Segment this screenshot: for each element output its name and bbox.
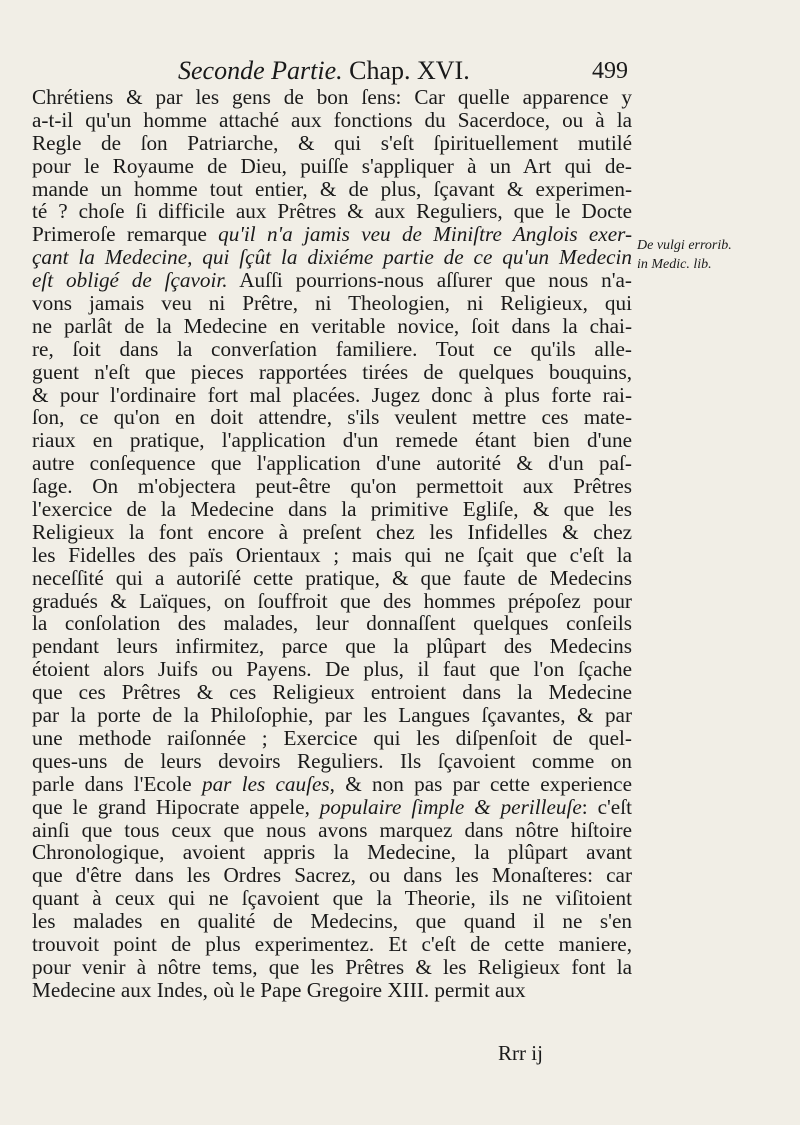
text-segment: la conſolation des malades, leur donnaſſent quelques conſeils — [32, 611, 632, 636]
text-line — [32, 910, 632, 933]
text-segment: neceſſité qui a autoriſé cette pratique, & que faute de Medecins — [32, 565, 632, 590]
text-line — [32, 521, 632, 544]
text-segment: Regle de ſon Patriarche, & qui s'eſt ſpirituellement mutilé — [32, 130, 632, 155]
text-line — [32, 200, 632, 223]
text-segment: quant à ceux qui ne ſçavoient que la Theorie, ils ne viſitoient — [32, 886, 632, 911]
text-line — [32, 109, 632, 132]
running-title — [178, 56, 470, 86]
chapter-title: Chap. XVI. — [349, 56, 470, 85]
text-line — [32, 223, 632, 246]
part-title: Seconde Partie. — [178, 56, 343, 85]
text-segment: mande un homme tout entier, & de plus, ſçavant & experimen- — [32, 176, 632, 201]
text-line — [32, 612, 632, 635]
text-line — [32, 269, 632, 292]
text-segment: gradués & Laïques, on ſouffroit que des hommes prépoſez pour — [32, 588, 632, 613]
text-line — [32, 841, 632, 864]
page-number: 499 — [592, 58, 628, 84]
text-line — [32, 635, 632, 658]
italic-text: eſt obligé de ſçavoir. — [32, 268, 228, 293]
text-segment: Auſſi pourrions-nous aſſurer que nous n'a- — [227, 268, 632, 293]
text-segment: ques-uns de leurs devoirs Reguliers. Ils ſçavoient comme on — [32, 748, 632, 773]
italic-text: çant la Medecine, qui ſçût la dixiéme partie de ce qu'un Medecin — [32, 245, 632, 270]
margin-note-line: De vulgi errorib. — [637, 238, 732, 253]
margin-note-line: in Medic. lib. — [637, 257, 712, 272]
text-segment: vons jamais veu ni Prêtre, ni Theologien, ni Religieux, qui — [32, 291, 632, 316]
text-line — [32, 704, 632, 727]
text-line — [32, 292, 632, 315]
text-line — [32, 452, 632, 475]
italic-text: qu'il n'a jamis veu de Miniſtre Anglois exer- — [218, 222, 632, 247]
text-line — [32, 246, 632, 269]
text-line — [32, 406, 632, 429]
text-line — [32, 155, 632, 178]
text-segment: l'exercice de la Medecine dans la primitive Egliſe, & que les — [32, 497, 632, 522]
text-segment: les malades en qualité de Medecins, que quand il ne s'en — [32, 909, 632, 934]
text-line — [32, 544, 632, 567]
text-segment: ſon, ce qu'on en doit attendre, s'ils veulent mettre ces mate- — [32, 405, 632, 430]
text-line — [32, 590, 632, 613]
text-line — [32, 178, 632, 201]
text-line — [32, 567, 632, 590]
text-line — [32, 338, 632, 361]
text-segment: par la porte de la Philoſophie, par les Langues ſçavantes, & par — [32, 703, 632, 728]
text-segment: riaux en pratique, l'application d'un remede étant bien d'une — [32, 428, 632, 453]
text-line — [32, 864, 632, 887]
text-segment: ne parlât de la Medecine en veritable novice, ſoit dans la chai- — [32, 313, 632, 338]
text-line — [32, 315, 632, 338]
signature-catchword: Rrr ij — [498, 1041, 543, 1065]
running-header — [178, 52, 628, 86]
text-segment: té ? choſe ſi difficile aux Prêtres & aux Reguliers, que le Docte — [32, 199, 632, 224]
text-segment: pour le Royaume de Dieu, puiſſe s'appliquer à un Art qui de- — [32, 153, 632, 178]
text-line — [32, 361, 632, 384]
text-line — [32, 658, 632, 681]
text-segment: Chronologique, avoient appris la Medecine, la plûpart avant — [32, 840, 632, 865]
text-segment: , & non pas par cette experience — [329, 771, 632, 796]
text-segment: que le grand Hipocrate appele, — [32, 794, 320, 819]
text-line — [32, 384, 632, 407]
text-segment: re, ſoit dans la converſation familiere. Tout ce qu'ils alle- — [32, 336, 632, 361]
text-segment: autre conſequence que l'application d'une autorité & d'un paſ- — [32, 451, 632, 476]
text-segment: Religieux la font encore à preſent chez les Infidelles & chez — [32, 519, 632, 544]
text-line — [32, 887, 632, 910]
text-line — [32, 132, 632, 155]
italic-text: populaire ſimple & perilleuſe — [319, 794, 582, 819]
text-line — [32, 773, 632, 796]
text-line — [32, 979, 632, 1002]
text-segment: les Fidelles des païs Orientaux ; mais qui ne ſçait que c'eſt la — [32, 542, 632, 567]
text-line — [32, 429, 632, 452]
text-segment: : c'eſt — [581, 794, 632, 819]
margin-note — [637, 236, 787, 274]
text-line — [32, 727, 632, 750]
text-segment: une methode raiſonnée ; Exercice qui les diſpenſoit de quel- — [32, 725, 632, 750]
text-segment: guent n'eſt que pieces rapportées tirées de quelques bouquins, — [32, 359, 632, 384]
text-line — [32, 681, 632, 704]
text-segment: pendant leurs infirmitez, parce que la plûpart des Medecins — [32, 634, 632, 659]
text-segment: a-t-il qu'un homme attaché aux fonctions du Sacerdoce, ou à la — [32, 107, 632, 132]
main-text — [32, 86, 632, 1002]
text-line — [32, 796, 632, 819]
text-line — [32, 475, 632, 498]
text-line — [32, 933, 632, 956]
italic-text: par les cauſes — [201, 771, 330, 796]
text-segment: Medecine aux Indes, où le Pape Gregoire XIII. permit aux — [32, 977, 526, 1002]
text-segment: Primeroſe remarque — [32, 222, 219, 247]
text-line — [32, 498, 632, 521]
text-segment: trouvoit point de plus experimentez. Et c'eſt de cette maniere, — [32, 931, 632, 956]
text-segment: ainſi que tous ceux que nous avons marquez dans nôtre hiſtoire — [32, 817, 632, 842]
text-segment: & pour l'ordinaire fort mal placées. Jugez donc à plus forte rai- — [32, 382, 632, 407]
text-line — [32, 819, 632, 842]
text-segment: parle dans l'Ecole — [32, 771, 202, 796]
text-line — [32, 750, 632, 773]
text-line — [32, 86, 632, 109]
text-segment: ſage. On m'objectera peut-être qu'on permettoit aux Prêtres — [32, 474, 632, 499]
text-segment: Chrétiens & par les gens de bon ſens: Car quelle apparence y — [32, 85, 632, 109]
text-segment: étoient alors Juifs ou Payens. De plus, il faut que l'on ſçache — [32, 657, 632, 682]
text-segment: pour venir à nôtre tems, que les Prêtres & les Religieux font la — [32, 954, 632, 979]
text-line — [32, 956, 632, 979]
text-segment: que ces Prêtres & ces Religieux entroient dans la Medecine — [32, 680, 632, 705]
text-segment: que d'être dans les Ordres Sacrez, ou dans les Monaſteres: car — [32, 863, 632, 888]
